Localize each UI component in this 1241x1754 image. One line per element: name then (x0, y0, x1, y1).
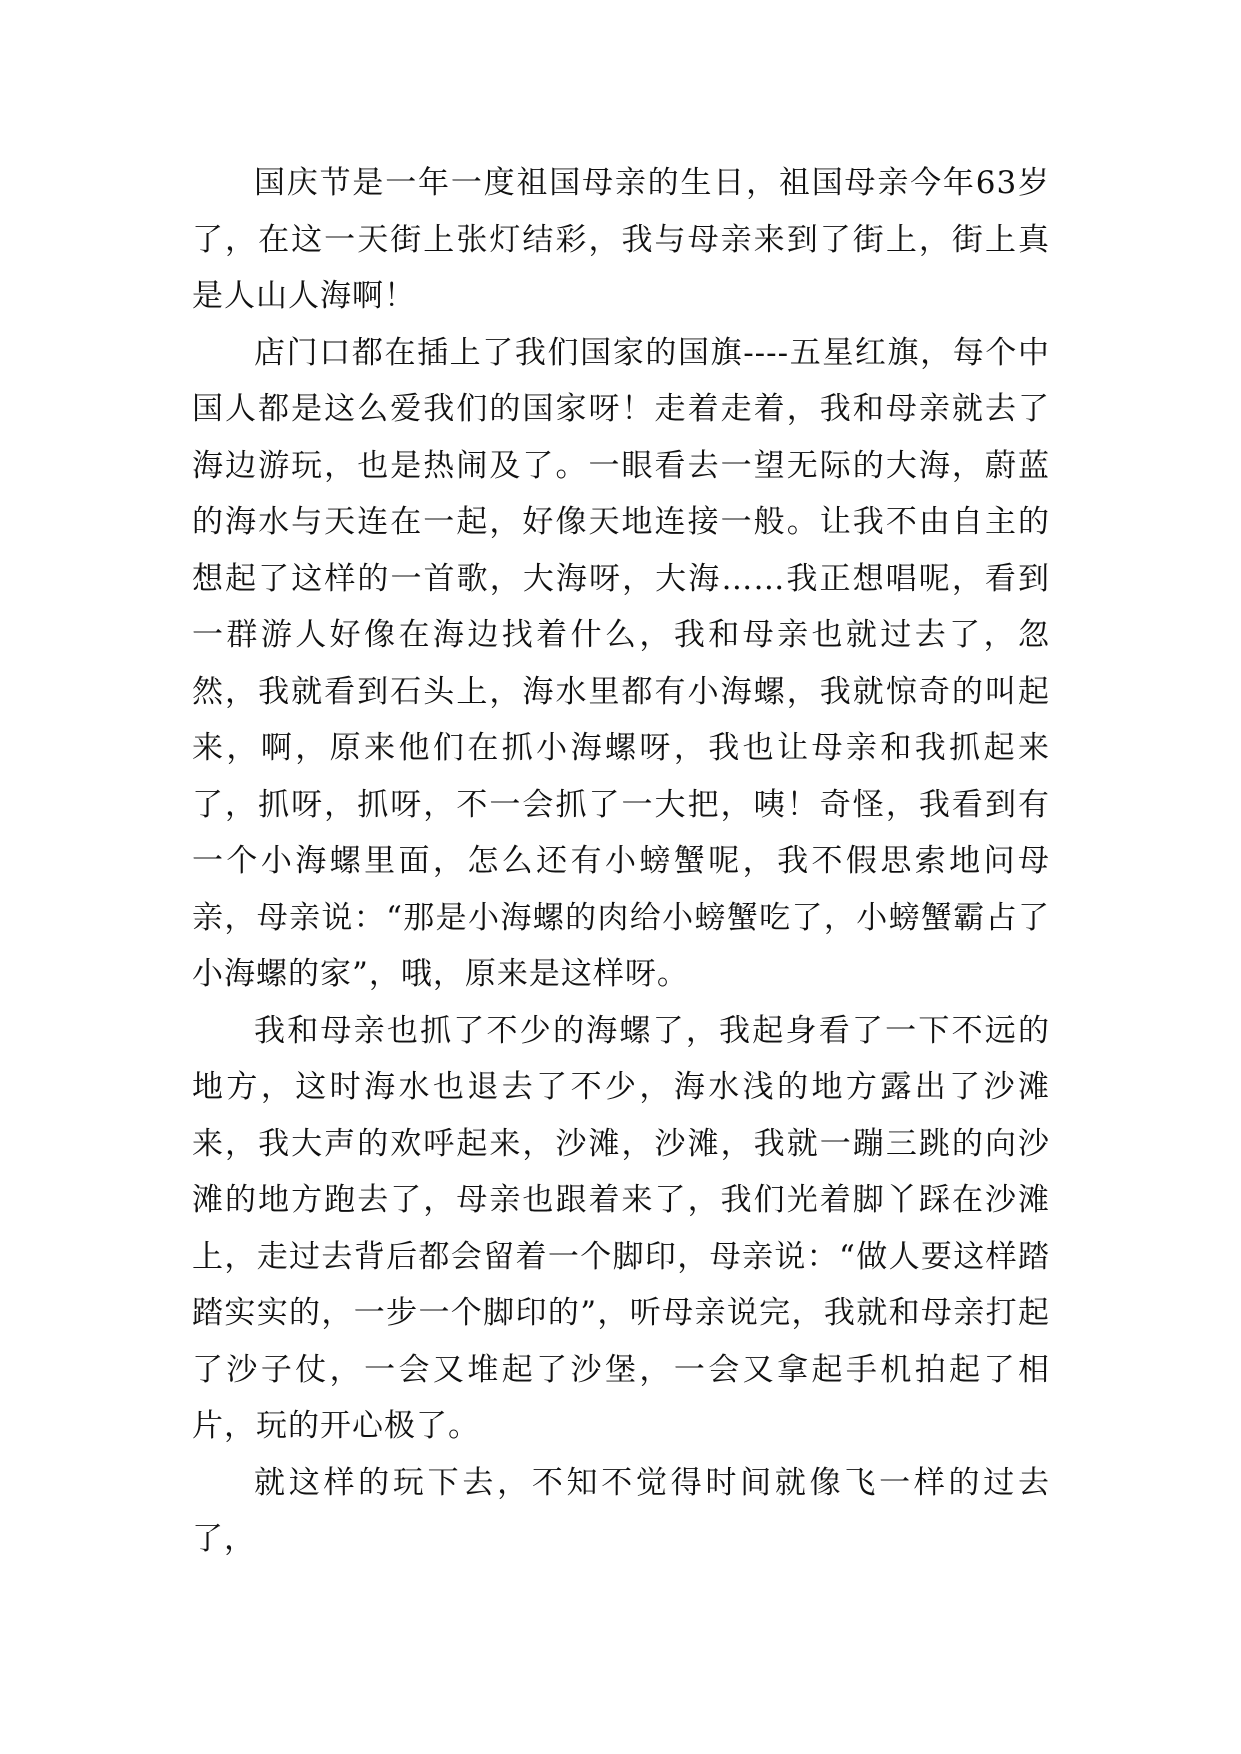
essay-body (192, 155, 1050, 1568)
paragraph-2: 店门口都在插上了我们国家的国旗----五星红旗，每个中国人都是这么爱我们的国家呀！走着走着，我和母亲就去了海边游玩，也是热闹及了。一眼看去一望无际的大海，蔚蓝的海水与天连在一起，好像天地连接一般。让我不由自主的想起了这样的一首歌，大海呀，大海……我正想唱呢，看到一群游人好像在海边找着什么，我和母亲也就过去了，忽然，我就看到石头上，海水里都有小海螺，我就惊奇的叫起来，啊，原来他们在抓小海螺呀，我也让母亲和我抓起来了，抓呀，抓呀，不一会抓了一大把，咦！奇怪，我看到有一个小海螺里面，怎么还有小螃蟹呢，我不假思索地问母亲，母亲说：“那是小海螺的肉给小螃蟹吃了，小螃蟹霸占了小海螺的家”，哦，原来是这样呀。 (192, 334, 1050, 992)
paragraph-1: 国庆节是一年一度祖国母亲的生日，祖国母亲今年63岁了，在这一天街上张灯结彩，我与母亲来到了街上，街上真是人山人海啊！ (192, 165, 1050, 314)
paragraph-3: 我和母亲也抓了不少的海螺了，我起身看了一下不远的地方，这时海水也退去了不少，海水浅的地方露出了沙滩来，我大声的欢呼起来，沙滩，沙滩，我就一蹦三跳的向沙滩的地方跑去了，母亲也跟着来了，我们光着脚丫踩在沙滩上，走过去背后都会留着一个脚印，母亲说：“做人要这样踏踏实实的，一步一个脚印的”，听母亲说完，我就和母亲打起了沙子仗，一会又堆起了沙堡，一会又拿起手机拍起了相片，玩的开心极了。 (192, 1012, 1050, 1444)
paragraph-4: 就这样的玩下去，不知不觉得时间就像飞一样的过去了， (192, 1464, 1050, 1557)
